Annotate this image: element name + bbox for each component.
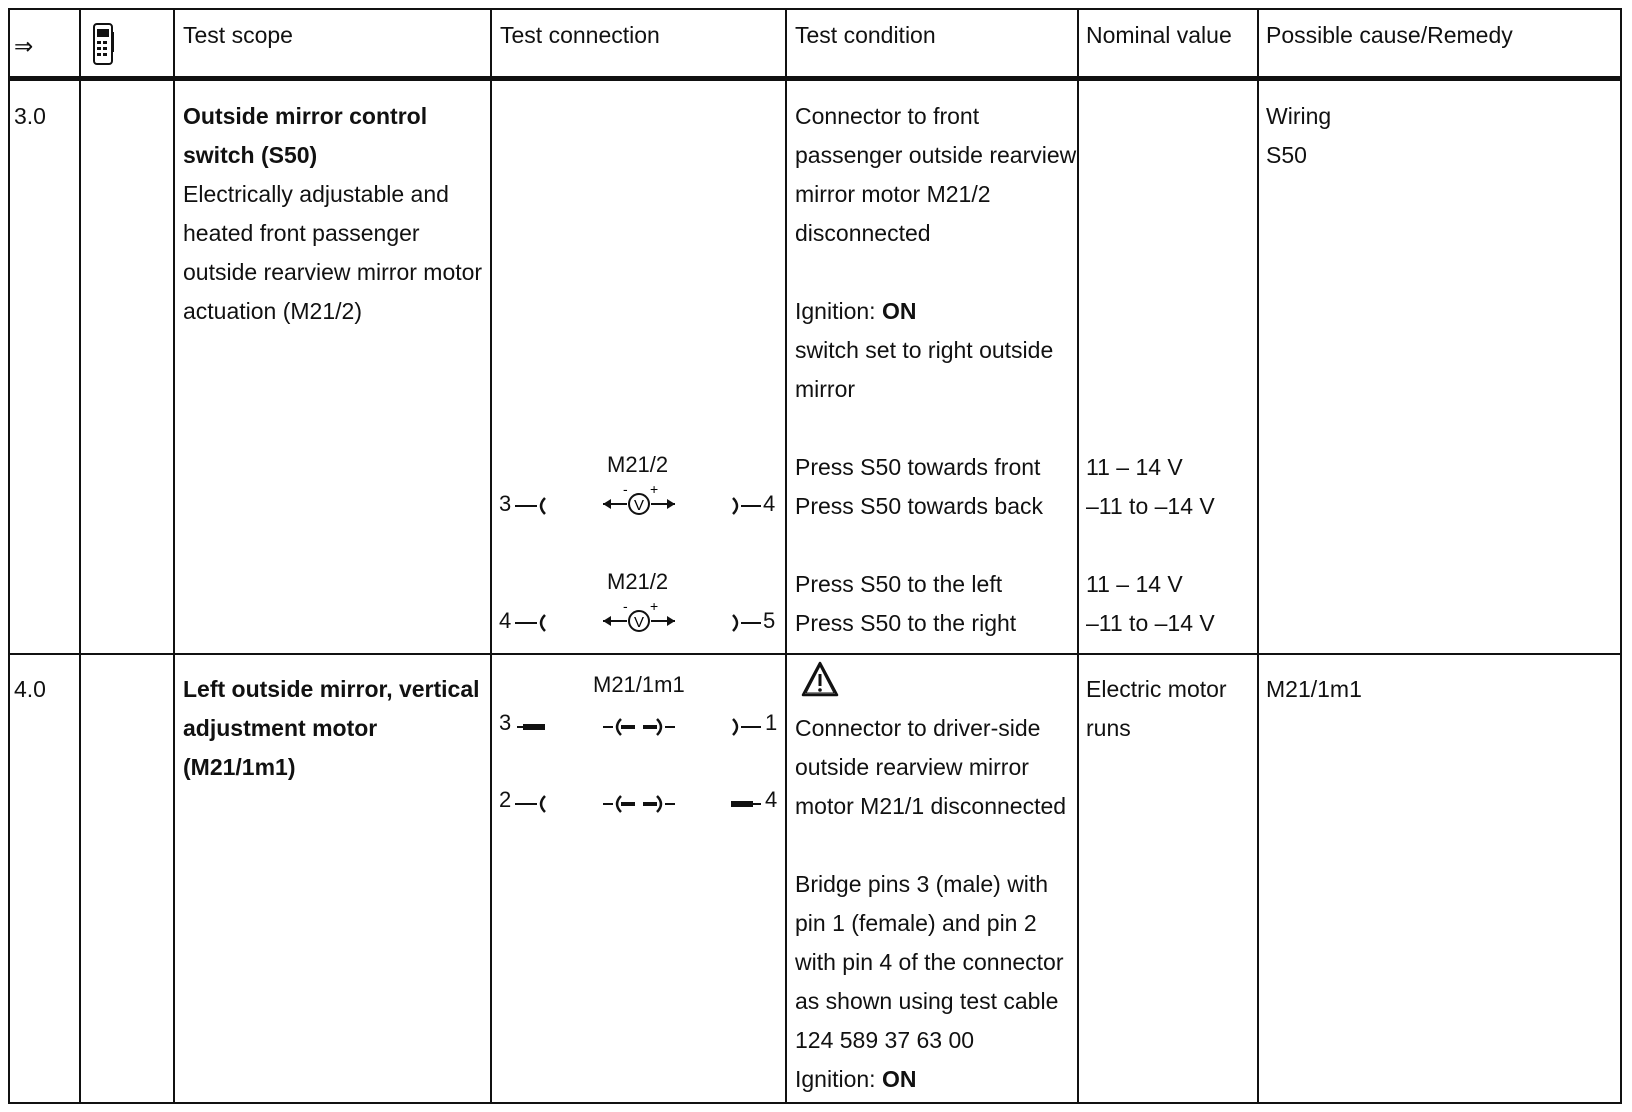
male-connector-icon	[727, 792, 763, 812]
condition-line: Connector to front	[795, 103, 980, 129]
ignition-label: Ignition:	[795, 298, 882, 324]
bridge-connection-diagram	[495, 672, 780, 822]
switch-note-line: mirror	[795, 376, 856, 402]
nominal-value: –11 to –14 V	[1086, 610, 1215, 636]
voltmeter-icon	[599, 597, 679, 637]
meter-symbol: V	[633, 614, 645, 631]
component-label: M21/2	[607, 452, 669, 477]
female-connector-icon	[727, 496, 763, 516]
header-test-connection: Test connection	[500, 22, 660, 48]
voltage-connection-diagram	[495, 569, 780, 649]
female-connector-icon	[727, 613, 763, 633]
nominal-value: 11 – 14 V	[1086, 454, 1183, 480]
ignition-line	[795, 1060, 916, 1099]
col-line-3	[490, 8, 492, 1104]
female-connector-icon	[515, 613, 551, 633]
header-test-condition: Test condition	[795, 22, 936, 48]
table-bottom-border	[8, 1102, 1622, 1104]
cause-line: S50	[1266, 142, 1307, 168]
pin-left: 3	[499, 491, 512, 516]
row-divider	[8, 653, 1622, 655]
step-number: 3.0	[14, 103, 46, 129]
header-nominal-value: Nominal value	[1086, 22, 1232, 48]
condition-line: pin 1 (female) and pin 2	[795, 910, 1037, 936]
condition-line: passenger outside rearview	[795, 142, 1077, 168]
test-cable-bridge-icon	[599, 792, 679, 812]
pin-label: 2	[499, 787, 512, 812]
step-number: 4.0	[14, 676, 46, 702]
scope-title-line: Left outside mirror, vertical	[183, 676, 480, 702]
scope-title-line: switch (S50)	[183, 142, 318, 168]
col-line-5	[1077, 8, 1079, 1104]
minus-sign: -	[623, 481, 628, 497]
condition-line: 124 589 37 63 00	[795, 1027, 975, 1053]
measurement-condition: Press S50 towards back	[795, 493, 1044, 519]
col-line-0	[8, 8, 10, 1104]
condition-line: Connector to driver-side	[795, 715, 1041, 741]
measurement-condition: Press S50 towards front	[795, 454, 1041, 480]
scope-title-line: adjustment motor	[183, 715, 378, 741]
condition-line: disconnected	[795, 220, 931, 246]
nominal-value: –11 to –14 V	[1086, 493, 1215, 519]
tester-device-icon	[92, 22, 116, 71]
pin-right: 4	[763, 491, 776, 516]
nominal-value: Electric motor	[1086, 676, 1227, 702]
measurement-condition: Press S50 to the right	[795, 610, 1017, 636]
component-label: M21/1m1	[593, 672, 685, 697]
pin-label: 3	[499, 710, 512, 735]
pin-right: 5	[763, 608, 776, 633]
plus-sign: +	[650, 481, 659, 497]
male-connector-icon	[515, 715, 551, 735]
scope-desc-line: outside rearview mirror motor	[183, 259, 483, 285]
test-cable-bridge-icon	[599, 715, 679, 735]
component-label: M21/2	[607, 569, 669, 594]
cause-line: M21/1m1	[1266, 676, 1362, 702]
condition-line: mirror motor M21/2	[795, 181, 991, 207]
condition-line: with pin 4 of the connector	[795, 949, 1064, 975]
ignition-line	[795, 292, 916, 331]
table-right-border	[1620, 8, 1622, 1104]
scope-title-line: (M21/1m1)	[183, 754, 296, 780]
scope-desc-line: Electrically adjustable and	[183, 181, 449, 207]
female-connector-icon	[515, 792, 551, 812]
nominal-value: runs	[1086, 715, 1131, 741]
header-bottom-rule	[8, 76, 1622, 81]
header-possible-cause: Possible cause/Remedy	[1266, 22, 1513, 48]
voltage-connection-diagram	[495, 452, 780, 532]
pin-label: 1	[765, 710, 778, 735]
condition-line: Bridge pins 3 (male) with	[795, 871, 1049, 897]
condition-line: outside rearview mirror	[795, 754, 1029, 780]
header-arrow-symbol: ⇒	[14, 34, 34, 60]
switch-note-line: switch set to right outside	[795, 337, 1054, 363]
col-line-4	[785, 8, 787, 1104]
warning-triangle-icon	[800, 660, 840, 703]
ignition-value: ON	[881, 1066, 917, 1092]
pin-label: 4	[765, 787, 778, 812]
meter-symbol: V	[633, 497, 645, 514]
pin-left: 4	[499, 608, 512, 633]
plus-sign: +	[650, 598, 659, 614]
measurement-condition: Press S50 to the left	[795, 571, 1003, 597]
table-top-border	[8, 8, 1622, 10]
scope-desc-line: actuation (M21/2)	[183, 298, 362, 324]
ignition-value: ON	[881, 298, 917, 324]
female-connector-icon	[727, 715, 763, 735]
condition-line: as shown using test cable	[795, 988, 1059, 1014]
scope-title-line: Outside mirror control	[183, 103, 428, 129]
female-connector-icon	[515, 496, 551, 516]
header-test-scope: Test scope	[183, 22, 293, 48]
cause-line: Wiring	[1266, 103, 1332, 129]
nominal-value: 11 – 14 V	[1086, 571, 1183, 597]
col-line-2	[173, 8, 175, 1104]
ignition-label: Ignition:	[795, 1066, 882, 1092]
condition-line: motor M21/1 disconnected	[795, 793, 1067, 819]
col-line-1	[79, 8, 81, 1104]
scope-desc-line: heated front passenger	[183, 220, 420, 246]
minus-sign: -	[623, 598, 628, 614]
voltmeter-icon	[599, 480, 679, 520]
col-line-6	[1257, 8, 1259, 1104]
